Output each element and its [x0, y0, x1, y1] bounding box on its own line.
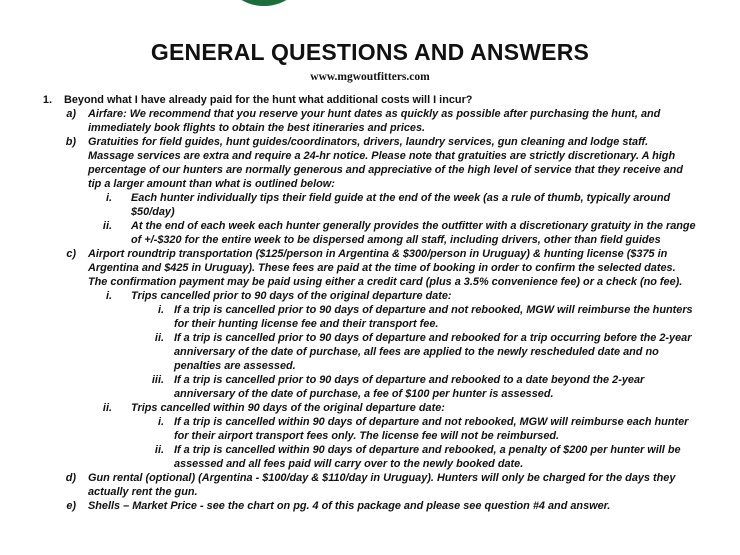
item-text: At the end of each week each hunter generally provides the outfitter with a discretionary gratuity in the range — [131, 220, 696, 232]
item-text: Argentina and $425 in Uruguay). These fees are paid at the time of booking in order to confirm the selected dates. — [88, 262, 676, 274]
item-marker: d) — [65, 472, 76, 484]
item-text: actually rent the gun. — [88, 486, 198, 498]
item-text: If a trip is cancelled prior to 90 days of departure and not rebooked, MGW will reimburse the hunters — [174, 304, 693, 316]
question-number: 1. — [42, 94, 52, 106]
item-marker: i. — [105, 192, 112, 204]
item-marker: a) — [66, 108, 76, 120]
item-text: Gratuities for field guides, hunt guides/coordinators, drivers, laundry services, gun cleaning and lodge staff. — [88, 136, 649, 148]
item-text: Gun rental (optional) (Argentina - $100/day & $110/day in Uruguay). Hunters will only be charged for the days they — [88, 472, 676, 484]
item-text: Each hunter individually tips their field guide at the end of the week (as a rule of thumb, typically around — [131, 192, 671, 204]
item-text: If a trip is cancelled within 90 days of departure and not rebooked, MGW will reimburse each hunter — [174, 416, 689, 428]
item-marker: ii. — [102, 402, 112, 414]
item-text: Airfare: We recommend that you reserve your hunt dates as quickly as possible after purchasing the hunt, and — [88, 108, 661, 120]
item-text: Massage services are extra and require a 24-hr notice. Please note that gratuities are strictly discretionary. A high — [88, 150, 676, 162]
item-text: anniversary of the date of purchase, all fees are applied to the newly rescheduled date and no — [174, 346, 659, 358]
item-text: If a trip is cancelled prior to 90 days of departure and rebooked for a trip occurring before the 2-year — [174, 332, 692, 344]
item-text: Shells – Market Price - see the chart on pg. 4 of this package and please see question #4 and answer. — [88, 500, 611, 512]
item-marker: ii. — [154, 444, 164, 456]
item-text: penalties are assessed. — [174, 360, 296, 372]
item-text: for their airport transport fees only. The license fee will not be reimbursed. — [174, 430, 560, 442]
item-marker: i. — [105, 290, 112, 302]
item-text: Trips cancelled within 90 days of the original departure date: — [131, 402, 445, 414]
item-text: If a trip is cancelled within 90 days of departure and rebooked, a penalty of $200 per hunter will be — [174, 444, 681, 456]
item-text: Trips cancelled prior to 90 days of the original departure date: — [131, 290, 452, 302]
item-marker: c) — [66, 248, 76, 260]
item-text: Airport roundtrip transportation ($125/person in Argentina & $300/person in Uruguay) & hunting license ($375 in — [88, 248, 668, 260]
item-text: immediately book flights to obtain the best itineraries and prices. — [88, 122, 426, 134]
item-text: percentage of our hunters are normally generous and appreciative of the high level of service that they receive and — [88, 164, 683, 176]
question-text: Beyond what I have already paid for the hunt what additional costs will I incur? — [64, 94, 473, 106]
logo — [0, 0, 740, 8]
item-text: of +/-$320 for the entire week to be dispersed among all staff, including drivers, other than field guides — [131, 234, 661, 246]
item-text: assessed and all fees paid will carry over to the newly booked date. — [174, 458, 524, 470]
item-text: If a trip is cancelled prior to 90 days of departure and rebooked to a date beyond the 2-year — [174, 374, 645, 386]
item-text: tip a larger amount than what is outlined below: — [88, 178, 335, 190]
page-title: GENERAL QUESTIONS AND ANSWERS — [150, 39, 590, 65]
item-marker: e) — [66, 500, 76, 512]
item-text: for their hunting license fee and their transport fee. — [174, 318, 439, 330]
item-marker: i. — [157, 416, 164, 428]
item-marker: iii. — [151, 374, 164, 386]
item-marker: b) — [65, 136, 76, 148]
item-text: The confirmation payment may be paid using either a credit card (plus a 3.5% convenience fee) or a check (no fee). — [88, 276, 683, 288]
website-url: www.mgwoutfitters.com — [310, 71, 430, 83]
item-text: anniversary of the date of purchase, a fee of $100 per hunter is assessed. — [174, 388, 554, 400]
item-text: $50/day) — [131, 206, 175, 218]
item-marker: ii. — [154, 332, 164, 344]
logo-emblem — [224, 0, 304, 6]
item-marker: i. — [157, 304, 164, 316]
item-marker: ii. — [102, 220, 112, 232]
